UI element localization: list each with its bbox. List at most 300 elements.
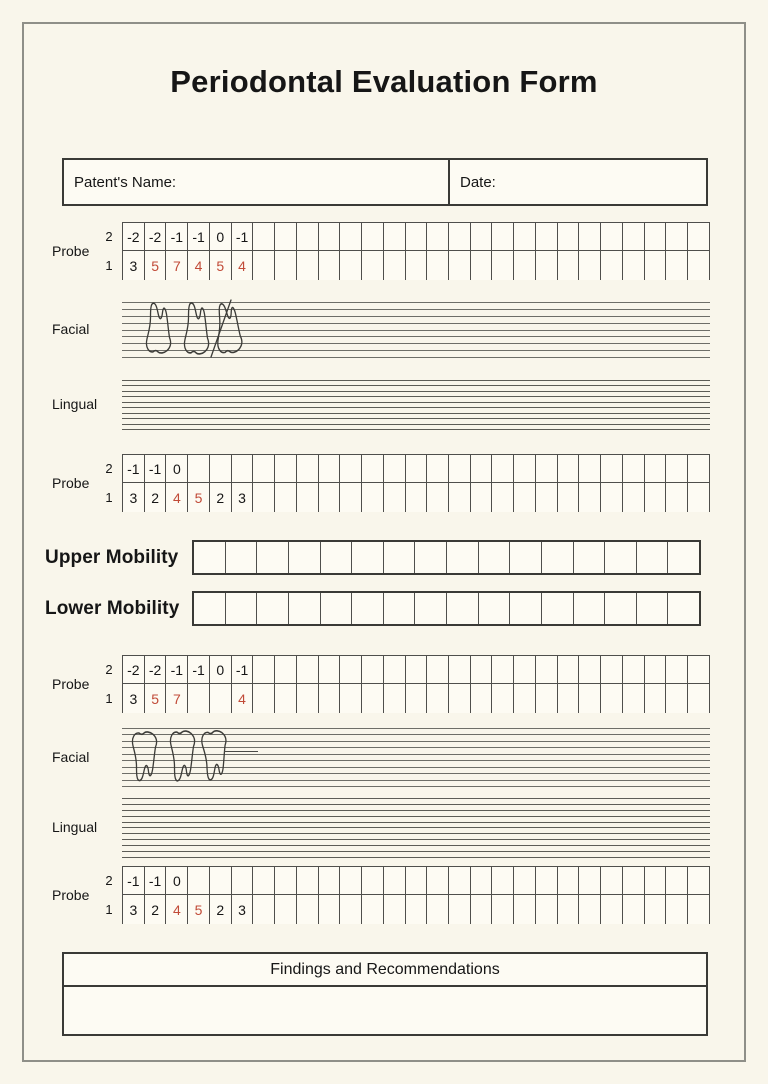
probe-cell[interactable] bbox=[557, 454, 579, 483]
probe-cell[interactable] bbox=[470, 866, 492, 895]
probe-cell[interactable] bbox=[296, 655, 318, 684]
probe-cell[interactable]: 4 bbox=[165, 895, 187, 924]
probe-cell[interactable] bbox=[665, 251, 687, 280]
ruled-line bbox=[122, 827, 710, 828]
probe-cell[interactable] bbox=[578, 251, 600, 280]
probe-cell[interactable] bbox=[513, 483, 535, 512]
probe-cell[interactable] bbox=[339, 866, 361, 895]
probe-row-top bbox=[122, 866, 710, 895]
probe-cell[interactable] bbox=[535, 483, 557, 512]
probe-cell[interactable] bbox=[339, 222, 361, 251]
probe-cell[interactable]: -1 bbox=[122, 454, 144, 483]
probe-cell[interactable] bbox=[405, 251, 427, 280]
probe-cell[interactable] bbox=[557, 684, 579, 713]
probe-cell[interactable]: 3 bbox=[231, 895, 253, 924]
probe-cell[interactable] bbox=[491, 454, 513, 483]
probe-cell[interactable]: 0 bbox=[209, 655, 231, 684]
probe-label: Probe bbox=[52, 243, 90, 259]
probe-cell[interactable] bbox=[274, 684, 296, 713]
probe-cell[interactable] bbox=[361, 454, 383, 483]
probe-cell[interactable] bbox=[383, 251, 405, 280]
probe-cell[interactable] bbox=[252, 454, 274, 483]
probe-cell[interactable] bbox=[665, 454, 687, 483]
probe-cell[interactable] bbox=[383, 895, 405, 924]
probe-cell[interactable] bbox=[405, 895, 427, 924]
probe-cell[interactable] bbox=[252, 895, 274, 924]
probe-cell[interactable] bbox=[274, 251, 296, 280]
probe-cell[interactable]: 5 bbox=[187, 895, 209, 924]
probe-cell[interactable] bbox=[448, 222, 470, 251]
probe-cell[interactable]: 4 bbox=[231, 251, 253, 280]
probe-cell[interactable] bbox=[665, 483, 687, 512]
mobility-cell[interactable] bbox=[541, 593, 573, 624]
probe-cell[interactable] bbox=[513, 454, 535, 483]
probe-cell[interactable] bbox=[361, 895, 383, 924]
probe-cell[interactable]: 2 bbox=[144, 483, 166, 512]
stray-pen-mark bbox=[224, 751, 258, 752]
probe-cell[interactable] bbox=[470, 454, 492, 483]
probe-cell[interactable] bbox=[535, 684, 557, 713]
probe-cell[interactable] bbox=[687, 483, 710, 512]
probe-cell[interactable] bbox=[274, 895, 296, 924]
probe-cell[interactable] bbox=[339, 684, 361, 713]
probe-cell[interactable] bbox=[622, 251, 644, 280]
probe-cell[interactable] bbox=[578, 655, 600, 684]
probe-cell[interactable] bbox=[426, 866, 448, 895]
probe-cell[interactable] bbox=[339, 483, 361, 512]
probe-cell[interactable] bbox=[383, 454, 405, 483]
probe-row-bottom bbox=[122, 483, 710, 512]
ruled-line bbox=[122, 385, 710, 386]
chart-lines-area[interactable] bbox=[122, 798, 710, 858]
probe-cell[interactable] bbox=[426, 895, 448, 924]
probe-cell[interactable]: -1 bbox=[122, 866, 144, 895]
ruled-line bbox=[122, 839, 710, 840]
probe-row-number: 1 bbox=[105, 902, 113, 917]
probe-cell[interactable]: -2 bbox=[122, 655, 144, 684]
probe-cell[interactable] bbox=[252, 222, 274, 251]
probe-cell[interactable] bbox=[665, 222, 687, 251]
mobility-cell[interactable] bbox=[351, 542, 383, 573]
probe-cell[interactable] bbox=[339, 251, 361, 280]
probe-cell[interactable] bbox=[426, 483, 448, 512]
probe-cell[interactable] bbox=[491, 222, 513, 251]
facial-label: Facial bbox=[52, 321, 90, 337]
probe-cell[interactable] bbox=[426, 454, 448, 483]
facial-label: Facial bbox=[52, 748, 90, 765]
probe-cell[interactable] bbox=[405, 454, 427, 483]
mobility-cell[interactable] bbox=[667, 542, 699, 573]
probe-cell[interactable] bbox=[318, 655, 340, 684]
date-label: Date: bbox=[460, 173, 496, 191]
probe-cell[interactable]: 4 bbox=[231, 684, 253, 713]
probe-grid bbox=[122, 454, 710, 512]
probe-cell[interactable] bbox=[405, 655, 427, 684]
ruled-line bbox=[122, 424, 710, 425]
ruled-line bbox=[122, 833, 710, 834]
upper-teeth-sketch-icon bbox=[136, 298, 260, 360]
probe-section-upper-1 bbox=[40, 222, 720, 280]
mobility-cell[interactable] bbox=[604, 593, 636, 624]
probe-cell[interactable]: -1 bbox=[165, 222, 187, 251]
probe-cell[interactable] bbox=[187, 684, 209, 713]
probe-cell[interactable] bbox=[535, 454, 557, 483]
probe-cell[interactable]: -1 bbox=[165, 655, 187, 684]
probe-cell[interactable] bbox=[318, 454, 340, 483]
probe-cell[interactable] bbox=[383, 655, 405, 684]
mobility-cell[interactable] bbox=[320, 593, 352, 624]
probe-cell[interactable] bbox=[296, 483, 318, 512]
probe-label: Probe bbox=[52, 676, 90, 692]
ruled-line bbox=[122, 391, 710, 392]
probe-cell[interactable] bbox=[491, 655, 513, 684]
probe-cell[interactable]: 5 bbox=[144, 684, 166, 713]
probe-cell[interactable] bbox=[578, 454, 600, 483]
probe-cell[interactable] bbox=[557, 655, 579, 684]
probe-cell[interactable] bbox=[622, 655, 644, 684]
probe-cell[interactable] bbox=[252, 866, 274, 895]
probe-cell[interactable]: 2 bbox=[144, 895, 166, 924]
probe-cell[interactable] bbox=[209, 866, 231, 895]
probe-cell[interactable] bbox=[426, 684, 448, 713]
probe-cell[interactable] bbox=[687, 866, 710, 895]
probe-cell[interactable] bbox=[687, 655, 710, 684]
probe-cell[interactable] bbox=[557, 251, 579, 280]
mobility-cell[interactable] bbox=[573, 593, 605, 624]
probe-cell[interactable] bbox=[470, 684, 492, 713]
probe-cell[interactable]: -1 bbox=[187, 655, 209, 684]
probe-cell[interactable]: 5 bbox=[209, 251, 231, 280]
probe-cell[interactable] bbox=[252, 251, 274, 280]
mobility-cell[interactable] bbox=[256, 542, 288, 573]
probe-cell[interactable] bbox=[644, 454, 666, 483]
probe-cell[interactable] bbox=[578, 684, 600, 713]
facial-chart-upper bbox=[40, 298, 720, 360]
probe-cell[interactable] bbox=[361, 655, 383, 684]
mobility-cell[interactable] bbox=[383, 593, 415, 624]
probe-cell[interactable] bbox=[470, 895, 492, 924]
mobility-cell[interactable] bbox=[225, 593, 257, 624]
mobility-cell[interactable] bbox=[383, 542, 415, 573]
probe-cell[interactable]: 0 bbox=[209, 222, 231, 251]
probe-cell[interactable] bbox=[600, 483, 622, 512]
probe-cell[interactable] bbox=[513, 222, 535, 251]
probe-cell[interactable] bbox=[361, 222, 383, 251]
probe-cell[interactable] bbox=[600, 655, 622, 684]
mobility-cell[interactable] bbox=[667, 593, 699, 624]
mobility-cell[interactable] bbox=[414, 542, 446, 573]
probe-cell[interactable] bbox=[318, 222, 340, 251]
lower-mobility-label: Lower Mobility bbox=[45, 597, 180, 619]
probe-cell[interactable] bbox=[383, 684, 405, 713]
probe-cell[interactable] bbox=[296, 454, 318, 483]
probe-cell[interactable]: 3 bbox=[122, 895, 144, 924]
ruled-line bbox=[122, 418, 710, 419]
probe-cell[interactable] bbox=[448, 895, 470, 924]
probe-cell[interactable] bbox=[231, 454, 253, 483]
probe-cell[interactable] bbox=[578, 866, 600, 895]
probe-cell[interactable]: 2 bbox=[209, 483, 231, 512]
probe-section-lower-1 bbox=[40, 655, 720, 713]
probe-cell[interactable]: -1 bbox=[144, 866, 166, 895]
probe-cell[interactable] bbox=[361, 684, 383, 713]
mobility-cell[interactable] bbox=[351, 593, 383, 624]
probe-cell[interactable]: -1 bbox=[231, 655, 253, 684]
probe-row-numbers bbox=[98, 655, 120, 713]
probe-cell[interactable] bbox=[600, 684, 622, 713]
findings-input-area[interactable] bbox=[64, 987, 706, 1034]
probe-cell[interactable] bbox=[687, 895, 710, 924]
probe-cell[interactable] bbox=[644, 483, 666, 512]
probe-cell[interactable]: -2 bbox=[122, 222, 144, 251]
probe-cell[interactable] bbox=[296, 222, 318, 251]
mobility-cell[interactable] bbox=[604, 542, 636, 573]
probe-cell[interactable] bbox=[513, 866, 535, 895]
lingual-label: Lingual bbox=[52, 819, 98, 835]
probe-cell[interactable] bbox=[383, 866, 405, 895]
probe-cell[interactable] bbox=[687, 684, 710, 713]
mobility-cell[interactable] bbox=[541, 542, 573, 573]
probe-cell[interactable]: -1 bbox=[144, 454, 166, 483]
probe-row-number: 2 bbox=[105, 873, 113, 888]
probe-cell[interactable] bbox=[361, 483, 383, 512]
probe-cell[interactable] bbox=[600, 251, 622, 280]
probe-cell[interactable]: -2 bbox=[144, 655, 166, 684]
probe-cell[interactable]: 5 bbox=[144, 251, 166, 280]
probe-cell[interactable] bbox=[209, 454, 231, 483]
probe-cell[interactable]: 2 bbox=[209, 895, 231, 924]
probe-cell[interactable] bbox=[383, 222, 405, 251]
probe-cell[interactable] bbox=[274, 222, 296, 251]
probe-cell[interactable] bbox=[491, 251, 513, 280]
probe-cell[interactable] bbox=[405, 222, 427, 251]
probe-cell[interactable] bbox=[470, 655, 492, 684]
probe-cell[interactable] bbox=[600, 895, 622, 924]
probe-cell[interactable] bbox=[687, 222, 710, 251]
probe-cell[interactable] bbox=[448, 454, 470, 483]
probe-cell[interactable]: -1 bbox=[231, 222, 253, 251]
probe-cell[interactable] bbox=[665, 866, 687, 895]
mobility-cell[interactable] bbox=[636, 593, 668, 624]
probe-cell[interactable] bbox=[578, 895, 600, 924]
probe-cell[interactable] bbox=[470, 251, 492, 280]
probe-cell[interactable] bbox=[339, 454, 361, 483]
ruled-line bbox=[122, 845, 710, 846]
probe-cell[interactable] bbox=[296, 251, 318, 280]
probe-cell[interactable] bbox=[665, 684, 687, 713]
probe-cell[interactable] bbox=[339, 895, 361, 924]
probe-cell[interactable] bbox=[491, 483, 513, 512]
probe-cell[interactable] bbox=[687, 454, 710, 483]
probe-cell[interactable] bbox=[252, 684, 274, 713]
probe-row-bottom bbox=[122, 895, 710, 924]
probe-cell[interactable] bbox=[578, 222, 600, 251]
lower-mobility-row bbox=[40, 591, 720, 626]
probe-cell[interactable] bbox=[578, 483, 600, 512]
probe-cell[interactable] bbox=[622, 895, 644, 924]
probe-cell[interactable]: 3 bbox=[122, 251, 144, 280]
probe-cell[interactable] bbox=[274, 454, 296, 483]
probe-cell[interactable] bbox=[187, 866, 209, 895]
probe-cell[interactable] bbox=[535, 655, 557, 684]
probe-cell[interactable] bbox=[513, 895, 535, 924]
probe-row-bottom bbox=[122, 684, 710, 713]
probe-cell[interactable]: -1 bbox=[187, 222, 209, 251]
ruled-line bbox=[122, 380, 710, 381]
ruled-line bbox=[122, 810, 710, 811]
probe-cell[interactable]: 0 bbox=[165, 454, 187, 483]
mobility-cell[interactable] bbox=[225, 542, 257, 573]
probe-section-lower-2 bbox=[40, 866, 720, 924]
probe-cell[interactable] bbox=[448, 483, 470, 512]
probe-cell[interactable] bbox=[252, 483, 274, 512]
probe-cell[interactable] bbox=[426, 655, 448, 684]
probe-cell[interactable] bbox=[491, 684, 513, 713]
probe-cell[interactable]: 3 bbox=[231, 483, 253, 512]
probe-cell[interactable] bbox=[405, 684, 427, 713]
date-field[interactable] bbox=[450, 160, 706, 204]
ruled-line bbox=[122, 816, 710, 817]
mobility-cell[interactable] bbox=[478, 542, 510, 573]
probe-cell[interactable] bbox=[513, 251, 535, 280]
probe-cell[interactable] bbox=[296, 684, 318, 713]
probe-row-numbers bbox=[98, 222, 120, 280]
probe-cell[interactable] bbox=[252, 655, 274, 684]
probe-cell[interactable] bbox=[426, 222, 448, 251]
probe-cell[interactable] bbox=[644, 895, 666, 924]
probe-cell[interactable]: 3 bbox=[122, 684, 144, 713]
probe-cell[interactable] bbox=[622, 684, 644, 713]
probe-cell[interactable] bbox=[383, 483, 405, 512]
probe-cell[interactable] bbox=[665, 895, 687, 924]
probe-cell[interactable] bbox=[448, 866, 470, 895]
probe-cell[interactable] bbox=[296, 895, 318, 924]
probe-cell[interactable] bbox=[318, 895, 340, 924]
probe-label: Probe bbox=[52, 475, 90, 491]
probe-cell[interactable]: 3 bbox=[122, 483, 144, 512]
probe-cell[interactable] bbox=[535, 222, 557, 251]
ruled-line bbox=[122, 396, 710, 397]
probe-cell[interactable] bbox=[622, 866, 644, 895]
probe-cell[interactable] bbox=[687, 251, 710, 280]
probe-cell[interactable] bbox=[622, 222, 644, 251]
probe-row-number: 1 bbox=[105, 258, 113, 273]
probe-cell[interactable] bbox=[405, 866, 427, 895]
probe-cell[interactable] bbox=[274, 866, 296, 895]
probe-cell[interactable] bbox=[535, 251, 557, 280]
probe-cell[interactable]: 7 bbox=[165, 684, 187, 713]
probe-cell[interactable] bbox=[535, 866, 557, 895]
probe-cell[interactable] bbox=[361, 866, 383, 895]
probe-cell[interactable] bbox=[274, 483, 296, 512]
mobility-cell[interactable] bbox=[636, 542, 668, 573]
probe-cell[interactable] bbox=[470, 483, 492, 512]
probe-cell[interactable] bbox=[513, 655, 535, 684]
probe-cell[interactable] bbox=[491, 895, 513, 924]
probe-cell[interactable] bbox=[318, 251, 340, 280]
probe-cell[interactable] bbox=[274, 655, 296, 684]
probe-section-upper-2 bbox=[40, 454, 720, 512]
probe-cell[interactable] bbox=[187, 454, 209, 483]
probe-row-top bbox=[122, 454, 710, 483]
probe-cell[interactable] bbox=[622, 483, 644, 512]
probe-cell[interactable] bbox=[296, 866, 318, 895]
mobility-cell[interactable] bbox=[509, 593, 541, 624]
mobility-cell[interactable] bbox=[194, 542, 225, 573]
probe-cell[interactable] bbox=[644, 866, 666, 895]
probe-cell[interactable] bbox=[318, 684, 340, 713]
probe-cell[interactable] bbox=[557, 483, 579, 512]
probe-cell[interactable] bbox=[339, 655, 361, 684]
probe-cell[interactable] bbox=[448, 684, 470, 713]
probe-cell[interactable]: 5 bbox=[187, 483, 209, 512]
probe-cell[interactable] bbox=[557, 866, 579, 895]
probe-row-top bbox=[122, 222, 710, 251]
probe-row-number: 1 bbox=[105, 490, 113, 505]
mobility-cell[interactable] bbox=[446, 542, 478, 573]
probe-cell[interactable] bbox=[491, 866, 513, 895]
probe-cell[interactable]: 0 bbox=[165, 866, 187, 895]
probe-cell[interactable] bbox=[470, 222, 492, 251]
probe-cell[interactable] bbox=[318, 483, 340, 512]
mobility-cell[interactable] bbox=[288, 593, 320, 624]
probe-cell[interactable] bbox=[426, 251, 448, 280]
probe-cell[interactable] bbox=[600, 866, 622, 895]
probe-cell[interactable]: 4 bbox=[187, 251, 209, 280]
probe-cell[interactable] bbox=[644, 655, 666, 684]
probe-cell[interactable] bbox=[644, 222, 666, 251]
probe-cell[interactable] bbox=[318, 866, 340, 895]
probe-cell[interactable] bbox=[557, 222, 579, 251]
upper-mobility-label: Upper Mobility bbox=[45, 546, 179, 568]
probe-cell[interactable] bbox=[448, 655, 470, 684]
mobility-cell[interactable] bbox=[478, 593, 510, 624]
probe-cell[interactable] bbox=[600, 454, 622, 483]
probe-cell[interactable]: 4 bbox=[165, 483, 187, 512]
probe-cell[interactable] bbox=[665, 655, 687, 684]
probe-cell[interactable]: 7 bbox=[165, 251, 187, 280]
lingual-chart-upper bbox=[40, 376, 720, 432]
probe-label: Probe bbox=[52, 887, 90, 903]
probe-cell[interactable] bbox=[513, 684, 535, 713]
probe-cell[interactable] bbox=[644, 684, 666, 713]
mobility-cell[interactable] bbox=[446, 593, 478, 624]
probe-cell[interactable] bbox=[535, 895, 557, 924]
probe-cell[interactable] bbox=[448, 251, 470, 280]
probe-cell[interactable]: -2 bbox=[144, 222, 166, 251]
probe-cell[interactable] bbox=[405, 483, 427, 512]
lingual-label: Lingual bbox=[52, 396, 98, 412]
patient-name-field[interactable] bbox=[64, 160, 450, 204]
mobility-cell[interactable] bbox=[509, 542, 541, 573]
probe-cell[interactable] bbox=[622, 454, 644, 483]
probe-cell[interactable] bbox=[361, 251, 383, 280]
probe-grid bbox=[122, 866, 710, 924]
probe-cell[interactable] bbox=[644, 251, 666, 280]
facial-chart-lower bbox=[40, 724, 720, 789]
probe-cell[interactable] bbox=[600, 222, 622, 251]
mobility-cell[interactable] bbox=[288, 542, 320, 573]
mobility-cell[interactable] bbox=[256, 593, 288, 624]
mobility-cell[interactable] bbox=[414, 593, 446, 624]
mobility-cell[interactable] bbox=[194, 593, 225, 624]
probe-cell[interactable] bbox=[557, 895, 579, 924]
chart-lines-area[interactable] bbox=[122, 380, 710, 430]
probe-cell[interactable] bbox=[209, 684, 231, 713]
probe-cell[interactable] bbox=[231, 866, 253, 895]
mobility-cell[interactable] bbox=[573, 542, 605, 573]
mobility-cell[interactable] bbox=[320, 542, 352, 573]
